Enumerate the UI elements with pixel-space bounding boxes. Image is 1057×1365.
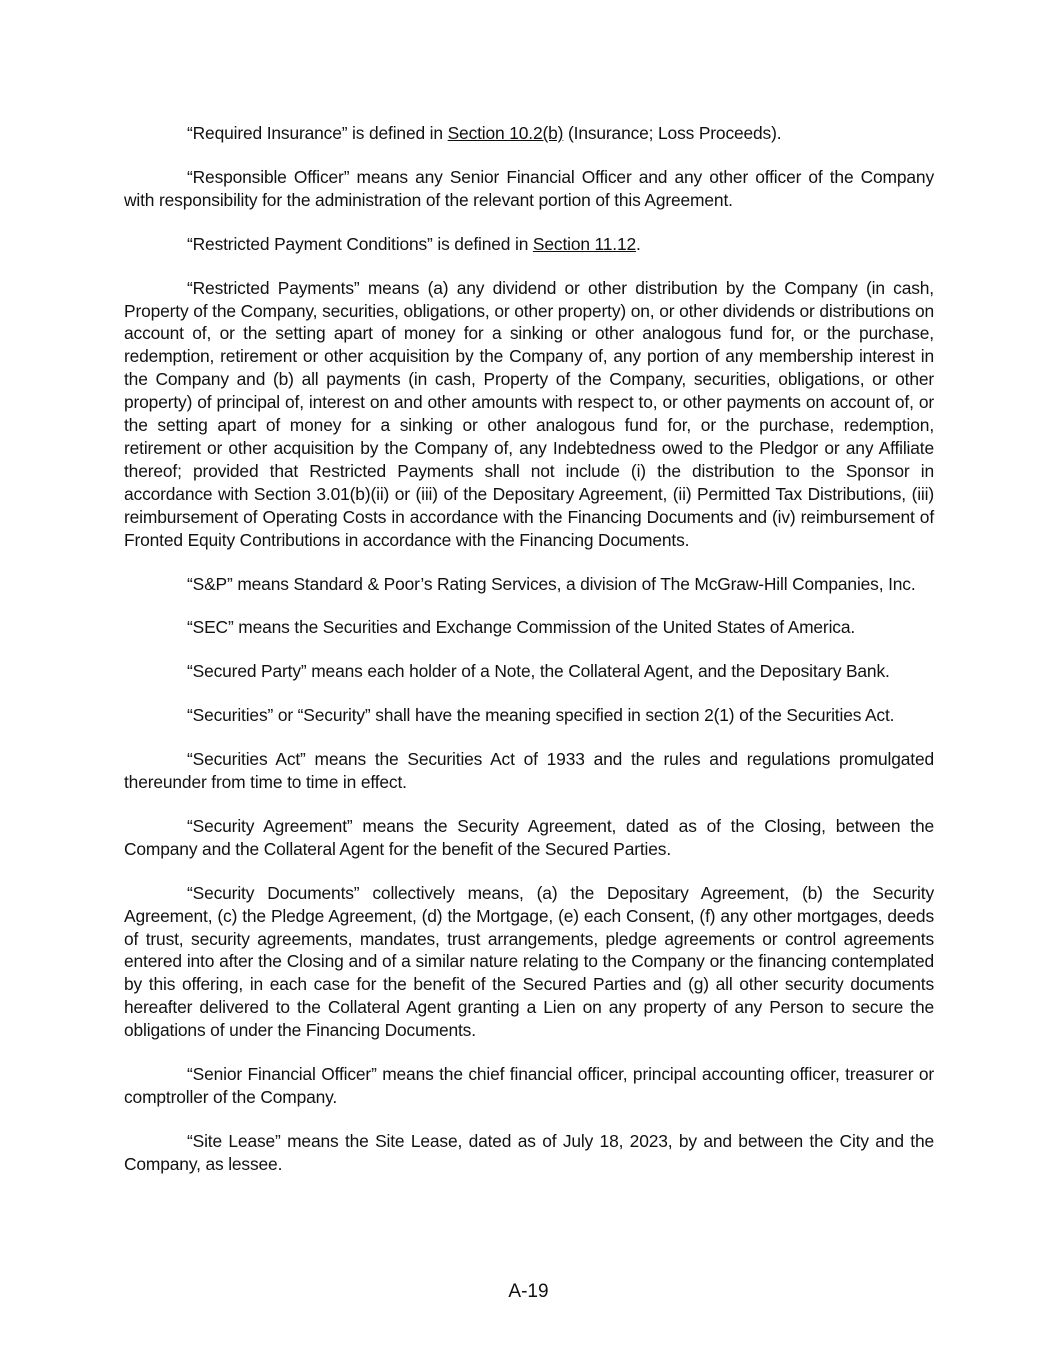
term: “Required Insurance”: [187, 123, 348, 143]
definition-sp: “S&P” means Standard & Poor’s Rating Services, a division of The McGraw-Hill Companies, Inc.: [187, 573, 916, 594]
term: “Senior Financial Officer”: [187, 1064, 377, 1085]
definition-site-lease: “Site Lease” means the Site Lease, dated as of July 18, 2023, by and between the City and the Company, as lessee.: [124, 1130, 934, 1174]
section-reference-link[interactable]: Section 11.12: [532, 233, 637, 254]
document-body: [124, 122, 934, 1197]
term: “Security Documents”: [187, 882, 360, 903]
term: “Securities”: [187, 705, 274, 726]
term: “Restricted Payments”: [187, 277, 360, 298]
definition-security-agreement: “Security Agreement” means the Security Agreement, dated as of the Closing, between the Company and the Collateral Agent for the benefit of the Secured Parties.: [124, 815, 935, 859]
section-reference-link[interactable]: Section 10.2(b): [447, 123, 564, 143]
definition-required-insurance: “Required Insurance” is defined in Section 10.2(b) (Insurance; Loss Proceeds).: [187, 123, 782, 143]
definition-restricted-payments: “Restricted Payments” means (a) any dividend or other distribution by the Company (in cash, Property of the Company, securities, obligations, or other property) on, or other dividends or distributions on account of, or the setting apart of money for a sinking or other analogous fund for, or the purchase, redemption, retirement or other acquisition by the Company of, any portion of any membership interest in the Company and (b) all payments (in cash, Property of the Company, securities, obligations, or other property) of principal of, interest on and other amounts with respect to, or other payments on account of, or the setting apart of money for a sinking or other analogous fund for, or the purchase, redemption, retirement or other acquisition by the Company of, any Indebtedness owed to the Pledgor or any Affiliate thereof; provided that Restricted Payments shall not include (i) the distribution to the Sponsor in accordance with Section 3.01(b)(ii) or (iii) of the Depositary Agreement, (ii) Permitted Tax Distributions, (iii) reimbursement of Operating Costs in accordance with the Financing Documents and (iv) reimbursement of Fronted Equity Contributions in accordance with the Financing Documents.: [124, 277, 934, 550]
page-number: A-19: [508, 1281, 549, 1302]
definition-securities-act: “Securities Act” means the Securities Act of 1933 and the rules and regulations promulgated thereunder from time to time in effect.: [124, 749, 934, 793]
term: “Site Lease”: [187, 1130, 281, 1151]
definition-responsible-officer: “Responsible Officer” means any Senior Financial Officer and any other officer of the Company with responsibility for the administration of the relevant portion of this Agreement.: [124, 166, 934, 210]
definition-sec: “SEC” means the Securities and Exchange Commission of the United States of America.: [187, 617, 856, 638]
definition-secured-party: “Secured Party” means each holder of a Note, the Collateral Agent, and the Depositary Bank.: [187, 661, 890, 682]
term: “S&P”: [187, 573, 233, 594]
term: “Security Agreement”: [187, 815, 353, 836]
definition-senior-financial-officer: “Senior Financial Officer” means the chief financial officer, principal accounting officer, treasurer or comptroller of the Company.: [124, 1064, 934, 1107]
term: “Securities Act”: [187, 749, 306, 770]
term: “Secured Party”: [187, 661, 307, 682]
definition-restricted-payment-conditions: “Restricted Payment Conditions” is defined in Section 11.12.: [187, 233, 641, 254]
term: “Restricted Payment Conditions”: [187, 233, 433, 254]
definition-security-documents: “Security Documents” collectively means, (a) the Depositary Agreement, (b) the Security Agreement, (c) the Pledge Agreement, (d) the Mortgage, (e) each Consent, (f) any other mortgages, deeds of trust, security agreements, mandates, trust arrangements, pledge agreements or control agreements entered into after the Closing and of a similar nature relating to the Company or the financing contemplated by this offering, in each case for the benefit of the Secured Parties and (g) all other security documents hereafter delivered to the Collateral Agent granting a Lien on any property of any Person to secure the obligations of under the Financing Documents.: [124, 882, 934, 1041]
term: “Responsible Officer”: [187, 166, 350, 187]
definition-securities: “Securities” or “Security” shall have the meaning specified in section 2(1) of the Securities Act.: [187, 705, 895, 726]
term: “SEC”: [187, 617, 234, 638]
